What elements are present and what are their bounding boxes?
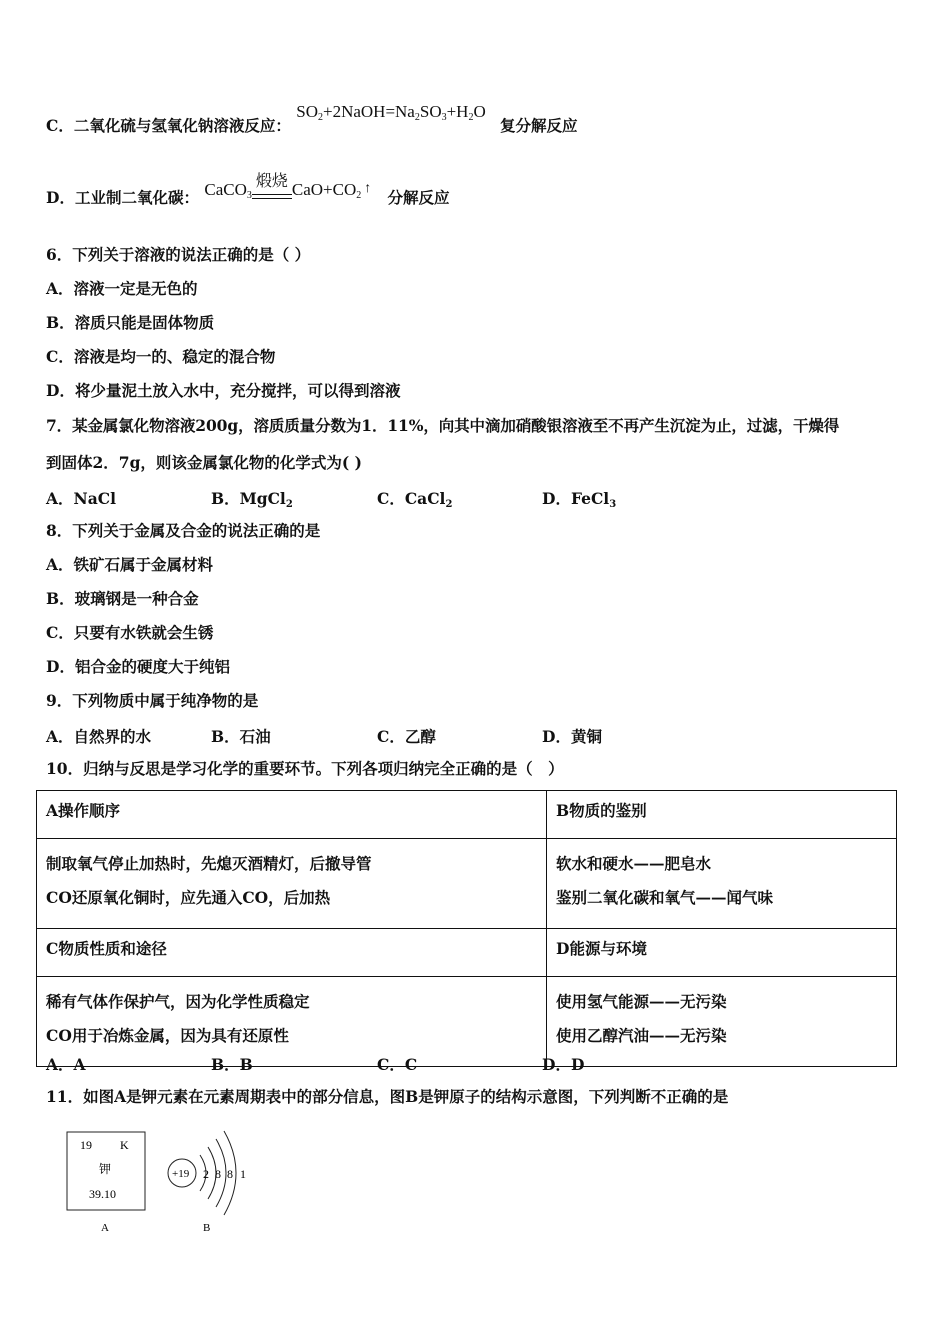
gas-arrow-icon: ↑: [364, 181, 372, 196]
q8-option-a: A．铁矿石属于金属材料: [46, 555, 214, 574]
option-sub: 2: [445, 499, 453, 510]
q9-stem: 9．下列物质中属于纯净物的是: [46, 691, 259, 710]
table-row: [37, 977, 897, 1067]
shell-3-electrons: 8: [227, 1167, 233, 1181]
q10-option-a: A．A: [46, 1055, 86, 1074]
option-sub: 3: [609, 499, 617, 510]
element-symbol: K: [120, 1138, 129, 1152]
q5-option-c-prefix: C．二氧化硫与氢氧化钠溶液反应：: [46, 116, 291, 135]
eq-part: SO: [419, 102, 442, 121]
q6-stem: 6．下列关于溶液的说法正确的是（ ）: [46, 245, 311, 264]
eq-sub: 2: [356, 190, 362, 201]
q9-option-a: A．自然界的水: [46, 727, 152, 746]
q5-option-d-prefix: D．工业制二氧化碳：: [46, 188, 199, 207]
cell-a-line2: CO还原氧化铜时，应先通入CO，后加热: [46, 888, 331, 907]
double-bar: [252, 194, 292, 199]
atomic-mass: 39.10: [89, 1187, 116, 1201]
q10-option-b: B．B: [211, 1055, 253, 1074]
q5-option-d: [46, 173, 450, 210]
eq-sub: 3: [441, 112, 447, 123]
cell-a-title: A操作顺序: [37, 791, 547, 839]
eq-part: CaO+CO: [291, 180, 357, 199]
cell-b-line2: 鉴别二氧化碳和氧气——闻气味: [556, 888, 774, 907]
q6-option-d: D．将少量泥土放入水中，充分搅拌，可以得到溶液: [46, 381, 401, 400]
cell-c-line2: CO用于冶炼金属，因为具有还原性: [46, 1026, 289, 1045]
q6-option-b: B．溶质只能是固体物质: [46, 313, 215, 332]
shell-4-electrons: 1: [240, 1167, 246, 1181]
q7-option-d: [542, 487, 616, 510]
eq-part: CaCO: [204, 180, 247, 199]
cell-d-line1: 使用氢气能源——无污染: [556, 992, 727, 1011]
q8-option-b: B．玻璃钢是一种合金: [46, 589, 199, 608]
q8-stem: 8．下列关于金属及合金的说法正确的是: [46, 521, 321, 540]
eq-part: O: [473, 102, 486, 121]
atomic-number: 19: [80, 1138, 92, 1152]
cell-b-content: [547, 839, 897, 929]
shell-1-electrons: 2: [203, 1167, 209, 1181]
cell-b-line1: 软水和硬水——肥皂水: [556, 854, 712, 873]
q7-option-c: [377, 487, 452, 510]
eq-sub: 3: [246, 190, 252, 201]
q10-option-c: C．C: [377, 1055, 418, 1074]
q5-option-c-equation: [296, 102, 490, 121]
table-row: [37, 929, 897, 977]
q5-option-c-suffix: 复分解反应: [500, 116, 578, 135]
q10-stem: 10．归纳与反思是学习化学的重要环节。下列各项归纳完全正确的是（ ）: [46, 759, 564, 778]
eq-sub: 2: [317, 112, 323, 123]
q11-stem: 11．如图A是钾元素在元素周期表中的部分信息，图B是钾原子的结构示意图，下列判断不正确的是: [46, 1087, 729, 1106]
q7-option-b: [211, 487, 293, 510]
eq-sub: 2: [414, 112, 420, 123]
q5-option-c: [46, 102, 578, 138]
eq-sub: 2: [468, 112, 474, 123]
option-text: C．CaCl: [377, 489, 446, 508]
q10-option-d: D．D: [542, 1055, 585, 1074]
shell-2-electrons: 8: [215, 1167, 221, 1181]
q9-option-b: B．石油: [211, 727, 271, 746]
q10-table: [36, 790, 897, 1067]
option-text: B．MgCl: [211, 489, 286, 508]
figure-b-label: B: [203, 1222, 211, 1234]
table-row: [37, 791, 897, 839]
q7-stem-line1: 7．某金属氯化物溶液200g，溶质质量分数为1．11%，向其中滴加硝酸银溶液至不再产生沉淀为止，过滤，干燥得: [46, 416, 840, 435]
q5-option-d-equation: [204, 173, 375, 201]
q9-option-c: C．乙醇: [377, 727, 436, 746]
cell-c-content: [37, 977, 547, 1067]
reaction-condition-arrow: [252, 173, 292, 206]
cell-a-content: [37, 839, 547, 929]
q5-option-d-suffix: 分解反应: [387, 188, 450, 207]
q7-option-a: A．NaCl: [46, 489, 116, 508]
nucleus-charge: +19: [172, 1168, 190, 1180]
cell-a-line1: 制取氧气停止加热时，先熄灭酒精灯，后撤导管: [46, 854, 372, 873]
cell-d-title: D能源与环境: [547, 929, 897, 977]
cell-d-line2: 使用乙醇汽油——无污染: [556, 1026, 727, 1045]
q9-option-d: D．黄铜: [542, 727, 602, 746]
cell-d-content: [547, 977, 897, 1067]
eq-part: +2NaOH=Na: [322, 102, 415, 121]
option-text: D．FeCl: [542, 489, 610, 508]
eq-part: +H: [446, 102, 469, 121]
q8-option-d: D．铝合金的硬度大于纯铝: [46, 657, 230, 676]
q11-figure: [60, 1125, 260, 1240]
reaction-condition: 煅烧: [255, 173, 288, 190]
q6-option-a: A．溶液一定是无色的: [46, 279, 198, 298]
q8-option-c: C．只要有水铁就会生锈: [46, 623, 214, 642]
table-row: [37, 839, 897, 929]
cell-c-line1: 稀有气体作保护气，因为化学性质稳定: [46, 992, 310, 1011]
figure-a-label: A: [101, 1222, 109, 1234]
eq-part: SO: [296, 102, 318, 121]
q7-stem-line2: 到固体2．7g，则该金属氯化物的化学式为( ): [46, 453, 362, 472]
cell-b-title: B物质的鉴别: [547, 791, 897, 839]
q6-option-c: C．溶液是均一的、稳定的混合物: [46, 347, 276, 366]
element-name: 钾: [99, 1162, 112, 1176]
cell-c-title: C物质性质和途径: [37, 929, 547, 977]
option-sub: 2: [285, 499, 293, 510]
